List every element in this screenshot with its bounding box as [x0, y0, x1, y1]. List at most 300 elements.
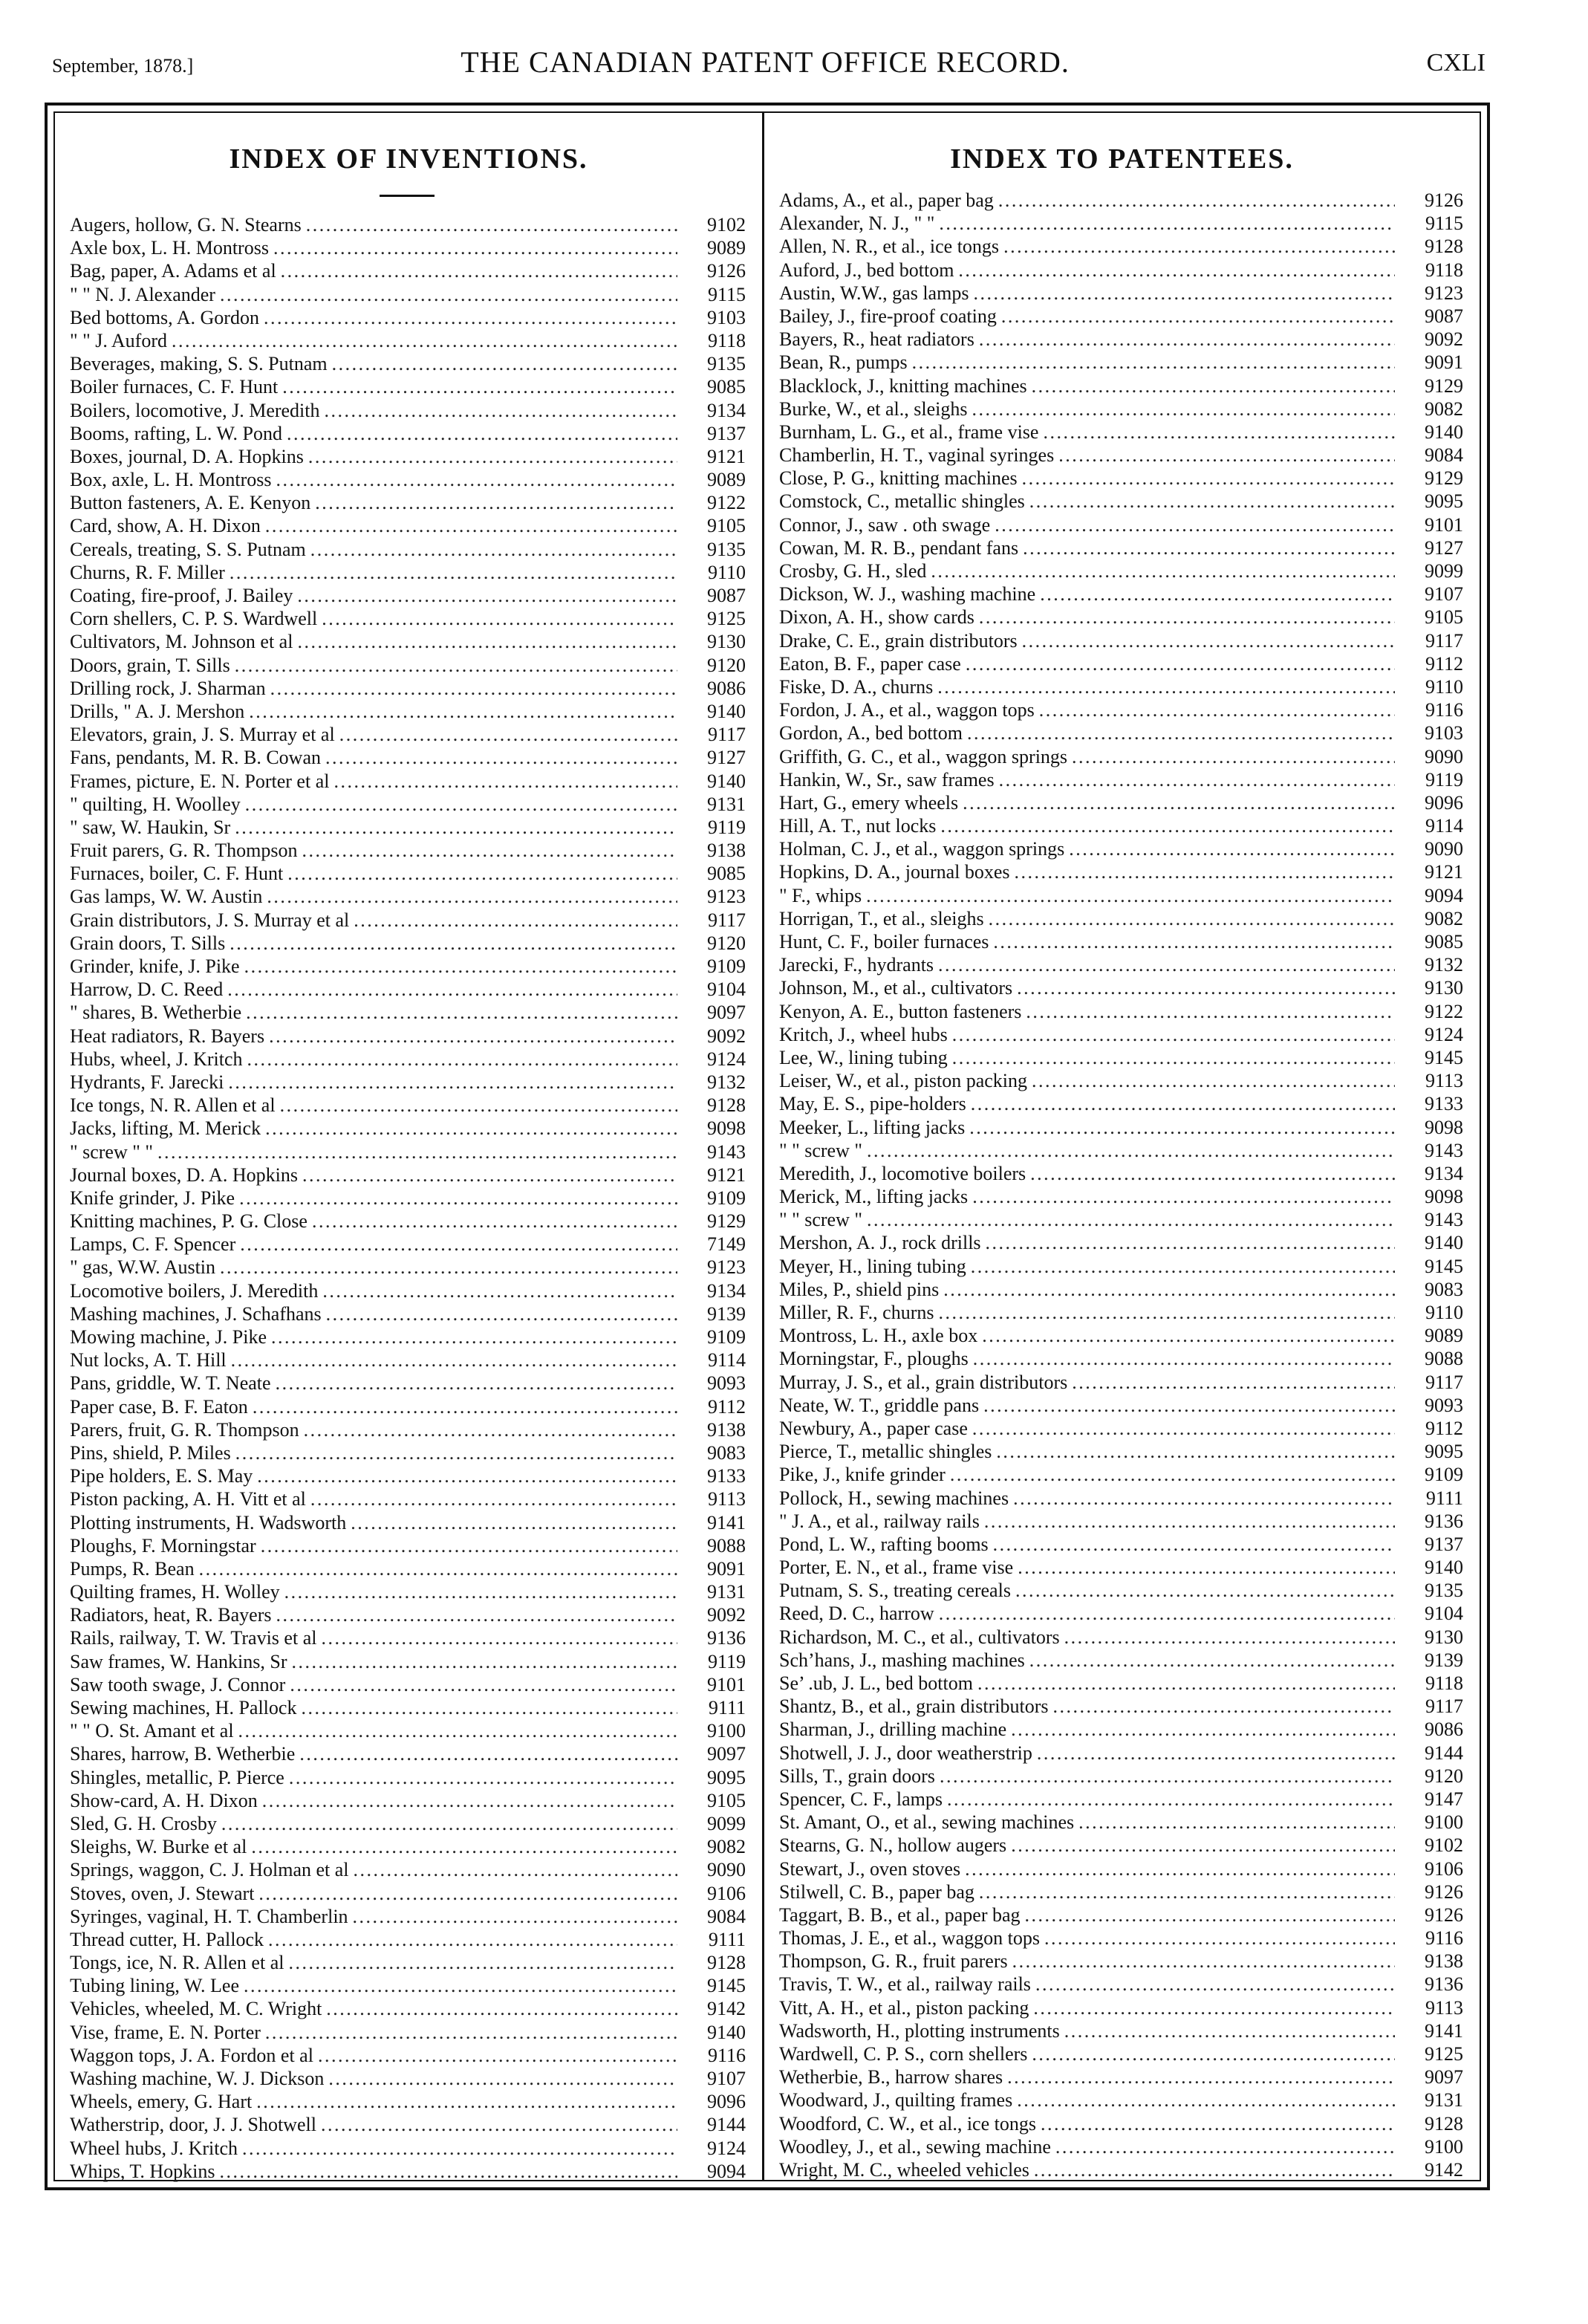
patent-number: 9104	[1425, 1603, 1463, 1625]
entry-text: Fiske, D. A., churns	[779, 675, 934, 698]
entry-text: Boxes, journal, D. A. Hopkins	[70, 445, 304, 467]
entry-text: Boilers, locomotive, J. Meredith	[70, 399, 320, 421]
dot-leader	[280, 1094, 677, 1117]
index-entry	[70, 1372, 746, 1395]
entry-text: Porter, E. N., et al., frame vise	[779, 1557, 1014, 1579]
patent-number: 9090	[1425, 838, 1463, 860]
index-entry	[779, 1000, 1463, 1023]
dot-leader	[306, 213, 677, 236]
index-entry	[70, 283, 746, 306]
entry-text: Adams, A., et al., paper bag	[779, 189, 994, 211]
entry-text: " screw " "	[70, 1140, 153, 1163]
entry-text: Austin, W.W., gas lamps	[779, 282, 969, 304]
dot-leader	[238, 1719, 677, 1742]
index-entry	[779, 305, 1463, 328]
entry-text: " J. A., et al., railway rails	[779, 1510, 980, 1532]
patent-number: 9139	[707, 1302, 746, 1325]
patentees-list	[779, 189, 1463, 2181]
index-entry	[779, 2019, 1463, 2042]
patent-number: 9109	[707, 955, 746, 977]
patent-number: 9133	[1425, 1093, 1463, 1115]
index-entry	[779, 1672, 1463, 1695]
index-entry	[779, 1602, 1463, 1625]
index-entry	[779, 1278, 1463, 1301]
patent-number: 9096	[1425, 791, 1463, 814]
index-entry	[779, 1510, 1463, 1533]
entry-text: Piston packing, A. H. Vitt et al	[70, 1488, 306, 1510]
index-entry	[779, 1139, 1463, 1162]
dot-leader	[302, 1163, 677, 1187]
entry-text: Pollock, H., sewing machines	[779, 1487, 1009, 1509]
entry-text: Doors, grain, T. Sills	[70, 654, 230, 676]
patent-number: 9094	[1425, 884, 1463, 906]
entry-text: Morningstar, F., ploughs	[779, 1348, 969, 1370]
dot-leader	[1055, 2135, 1395, 2158]
patent-number: 9121	[707, 1163, 746, 1186]
index-entry	[70, 1997, 746, 2020]
dot-leader	[912, 351, 1395, 374]
dot-leader	[1015, 1579, 1395, 1602]
patent-number: 9111	[1425, 1487, 1463, 1509]
dot-leader	[1023, 536, 1395, 559]
entry-text: Stewart, J., oven stoves	[779, 1857, 961, 1880]
entry-text: Montross, L. H., axle box	[779, 1325, 978, 1347]
entry-text: Sewing machines, H. Pallock	[70, 1697, 297, 1718]
index-entry	[779, 1695, 1463, 1718]
index-entry	[70, 862, 746, 885]
patent-number: 9083	[1425, 1278, 1463, 1300]
patent-number: 9143	[707, 1140, 746, 1163]
dot-leader	[220, 283, 677, 306]
patent-number: 9089	[1425, 1325, 1463, 1347]
entry-text: Drilling rock, J. Sharman	[70, 677, 266, 699]
dot-leader	[1007, 2065, 1395, 2088]
index-entry	[779, 351, 1463, 374]
entry-text: Woodford, C. W., et al., ice tongs	[779, 2112, 1036, 2135]
dot-leader	[284, 1580, 677, 1603]
patent-number: 9109	[707, 1187, 746, 1209]
entry-text: Hunt, C. F., boiler furnaces	[779, 931, 989, 952]
index-entry	[779, 976, 1463, 999]
patent-number: 9107	[1425, 583, 1463, 606]
entry-text: Pans, griddle, W. T. Neate	[70, 1372, 271, 1395]
index-entry	[70, 1580, 746, 1603]
dot-leader	[971, 1092, 1395, 1115]
patent-number: 9083	[707, 1441, 746, 1464]
dot-leader	[157, 1140, 677, 1163]
index-entry	[70, 816, 746, 839]
entry-text: Wetherbie, B., harrow shares	[779, 2066, 1003, 2088]
dot-leader	[326, 1302, 677, 1325]
entry-text: Johnson, M., et al., cultivators	[779, 977, 1013, 999]
patent-number: 9145	[707, 1975, 746, 1997]
dot-leader	[952, 1046, 1395, 1069]
patent-number: 9138	[707, 840, 746, 862]
dot-leader	[986, 1231, 1395, 1254]
patent-number: 9143	[1425, 1139, 1463, 1161]
entry-text: Beverages, making, S. S. Putnam	[70, 353, 328, 375]
index-entry	[70, 1487, 746, 1510]
entry-text: Box, axle, L. H. Montross	[70, 469, 272, 491]
index-entry	[779, 1417, 1463, 1440]
patent-number: 9123	[1425, 282, 1463, 304]
index-entry	[779, 1880, 1463, 1903]
entry-text: Dixon, A. H., show cards	[779, 606, 974, 629]
patent-number: 9093	[1425, 1394, 1463, 1416]
index-entry	[779, 189, 1463, 212]
patent-number: 9097	[707, 1743, 746, 1765]
entry-text: Knife grinder, J. Pike	[70, 1187, 235, 1209]
patent-number: 9092	[707, 1604, 746, 1626]
entry-text: Ploughs, F. Morningstar	[70, 1534, 256, 1557]
entry-text: Hubs, wheel, J. Kritch	[70, 1048, 243, 1070]
dot-leader	[939, 1602, 1395, 1625]
index-entry	[779, 953, 1463, 976]
dot-leader	[971, 1255, 1395, 1278]
dot-leader	[993, 1533, 1395, 1556]
patent-number: 9114	[1425, 815, 1463, 837]
patent-number: 9089	[707, 237, 746, 259]
entry-text: Axle box, L. H. Montross	[70, 237, 269, 259]
dot-leader	[1034, 2158, 1395, 2181]
patent-number: 9089	[707, 469, 746, 491]
patent-number: 9105	[1425, 606, 1463, 629]
dot-leader	[249, 700, 677, 723]
entry-text: Booms, rafting, L. W. Pond	[70, 422, 283, 444]
entry-text: Elevators, grain, J. S. Murray et al	[70, 724, 335, 746]
dot-leader	[235, 816, 677, 839]
dot-leader	[983, 1394, 1395, 1417]
index-entry	[70, 422, 746, 445]
index-entry	[779, 1324, 1463, 1347]
patent-number: 9113	[1425, 1070, 1463, 1092]
patent-number: 9092	[707, 1025, 746, 1047]
dot-leader	[1064, 1626, 1395, 1649]
entry-text: Burnham, L. G., et al., frame vise	[779, 421, 1039, 443]
dot-leader	[972, 1417, 1395, 1440]
index-entry	[779, 745, 1463, 768]
entry-text: Radiators, heat, R. Bayers	[70, 1604, 272, 1626]
entry-text: Grain doors, T. Sills	[70, 932, 226, 954]
entry-text: Sills, T., grain doors	[779, 1765, 935, 1787]
dot-leader	[299, 1742, 677, 1765]
index-entry	[70, 1256, 746, 1279]
entry-text: Thompson, G. R., fruit parers	[779, 1950, 1008, 1973]
patent-number: 9129	[707, 1210, 746, 1233]
index-entry	[70, 259, 746, 282]
index-entry	[70, 1302, 746, 1325]
index-entry	[779, 1440, 1463, 1463]
index-entry	[70, 770, 746, 793]
index-entry	[779, 421, 1463, 444]
patent-number: 9144	[707, 2114, 746, 2136]
dot-leader	[973, 1347, 1395, 1370]
entry-text: Harrow, D. C. Reed	[70, 978, 224, 1001]
dot-leader	[938, 1301, 1395, 1324]
dot-leader	[310, 538, 677, 561]
dot-leader	[315, 491, 677, 514]
dot-leader	[979, 1880, 1395, 1903]
index-entry	[70, 1766, 746, 1789]
entry-text: Knitting machines, P. G. Close	[70, 1210, 307, 1233]
patent-number: 9132	[707, 1071, 746, 1093]
entry-text: Bag, paper, A. Adams et al	[70, 260, 276, 282]
index-entry	[70, 1951, 746, 1974]
dot-leader	[1039, 698, 1395, 721]
entry-text: Eaton, B. F., paper case	[779, 652, 961, 675]
index-entry	[70, 445, 746, 468]
index-entry	[779, 1394, 1463, 1417]
patent-number: 9141	[707, 1511, 746, 1533]
dot-leader	[1040, 582, 1395, 606]
index-entry	[70, 236, 746, 259]
index-entry	[779, 467, 1463, 490]
entry-text: Jarecki, F., hydrants	[779, 954, 934, 976]
entry-text: " " N. J. Alexander	[70, 283, 215, 305]
entry-text: Wardwell, C. P. S., corn shellers	[779, 2043, 1028, 2065]
index-entry	[779, 1718, 1463, 1741]
patent-number: 9135	[707, 353, 746, 375]
patent-number: 9117	[1425, 1371, 1463, 1393]
patent-number: 9122	[1425, 1000, 1463, 1022]
index-entry	[779, 1092, 1463, 1115]
dot-leader	[972, 1185, 1395, 1208]
index-entry	[70, 375, 746, 398]
patent-number: 9111	[708, 1697, 746, 1718]
entry-text: Meyer, H., lining tubing	[779, 1255, 966, 1277]
patent-number: 9147	[1425, 1788, 1463, 1810]
entry-text: Close, P. G., knitting machines	[779, 467, 1018, 490]
entry-text: Allen, N. R., et al., ice tongs	[779, 236, 1000, 258]
index-entry	[70, 1233, 746, 1256]
dot-leader	[1072, 1371, 1395, 1394]
index-entry	[70, 1464, 746, 1487]
entry-text: Wright, M. C., wheeled vehicles	[779, 2158, 1029, 2181]
patent-number: 9095	[1425, 1441, 1463, 1463]
index-entry	[70, 700, 746, 723]
patent-number: 9126	[707, 260, 746, 282]
index-entry	[779, 1811, 1463, 1834]
dot-leader	[308, 445, 677, 468]
patent-number: 9112	[707, 1395, 746, 1418]
index-entry	[779, 1046, 1463, 1069]
dot-leader	[235, 654, 677, 677]
dot-leader	[973, 282, 1395, 305]
entry-text: " " screw "	[779, 1139, 862, 1161]
patent-number: 9096	[707, 2091, 746, 2113]
index-entry	[70, 2113, 746, 2136]
dot-leader	[231, 1348, 677, 1372]
patent-number: 9116	[707, 2044, 746, 2066]
patent-number: 9140	[707, 770, 746, 792]
entry-text: Drake, C. E., grain distributors	[779, 629, 1018, 652]
index-entry	[70, 1882, 746, 1905]
entry-text: Shotwell, J. J., door weatherstrip	[779, 1742, 1032, 1764]
index-entry	[779, 721, 1463, 744]
dot-leader	[1001, 305, 1395, 328]
patent-number: 9118	[707, 329, 746, 351]
entry-text: Burke, W., et al., sleighs	[779, 397, 968, 420]
entry-text: Kenyon, A. E., button fasteners	[779, 1000, 1022, 1022]
index-entry	[779, 1950, 1463, 1973]
entry-text: Se’ .ub, J. L., bed bottom	[779, 1672, 973, 1694]
dot-leader	[965, 1857, 1395, 1880]
entry-text: Washing machine, W. J. Dickson	[70, 2068, 325, 2089]
index-entry	[779, 675, 1463, 698]
index-entry	[779, 791, 1463, 814]
patent-number: 9127	[1425, 536, 1463, 559]
dot-leader	[967, 721, 1395, 744]
dot-leader	[302, 839, 677, 862]
patent-number: 9116	[1425, 699, 1463, 721]
index-entry	[70, 1557, 746, 1580]
patent-number: 9139	[1425, 1649, 1463, 1671]
entry-text: Tubing lining, W. Lee	[70, 1975, 240, 1997]
dot-leader	[301, 1696, 677, 1719]
index-entry	[779, 2065, 1463, 2088]
patent-number: 9137	[1425, 1533, 1463, 1555]
patent-number: 9134	[1425, 1162, 1463, 1184]
index-frame	[45, 103, 1490, 2190]
index-entry	[779, 374, 1463, 397]
entry-text: Bailey, J., fire-proof coating	[779, 305, 997, 327]
entry-text: Drills, " A. J. Mershon	[70, 700, 245, 722]
entry-text: Neate, W. T., griddle pans	[779, 1394, 980, 1416]
patent-number: 9109	[707, 1326, 746, 1348]
entry-text: Bayers, R., heat radiators	[779, 328, 974, 351]
index-entry	[70, 677, 746, 700]
inventions-column	[55, 113, 762, 2180]
patent-number: 9117	[707, 724, 746, 746]
entry-text: Rails, railway, T. W. Travis et al	[70, 1627, 317, 1649]
patent-number: 9087	[1425, 305, 1463, 327]
entry-text: Lamps, C. F. Spencer	[70, 1233, 236, 1256]
entry-text: Crosby, G. H., sled	[779, 560, 927, 582]
index-entry	[70, 932, 746, 955]
index-entry	[70, 1696, 746, 1719]
patent-number: 9115	[707, 283, 746, 305]
patent-number: 9103	[1425, 722, 1463, 744]
patent-number: 9088	[707, 1534, 746, 1557]
entry-text: Wheels, emery, G. Hart	[70, 2091, 253, 2113]
index-entry	[70, 584, 746, 607]
dot-leader	[1078, 1811, 1395, 1834]
dot-leader	[940, 1765, 1395, 1788]
entry-text: Coating, fire-proof, J. Bailey	[70, 585, 293, 606]
index-entry	[779, 282, 1463, 305]
index-entry	[779, 490, 1463, 513]
dot-leader	[235, 1441, 677, 1464]
dot-leader	[322, 1279, 677, 1302]
index-entry	[70, 1534, 746, 1557]
entry-text: Newbury, A., paper case	[779, 1417, 968, 1439]
entry-text: Travis, T. W., et al., railway rails	[779, 1973, 1031, 1996]
patent-number: 9101	[707, 1673, 746, 1695]
index-entry	[70, 1441, 746, 1464]
patent-number: 9140	[707, 700, 746, 722]
patent-number: 9103	[707, 306, 746, 328]
index-entry	[70, 1395, 746, 1418]
entry-text: Griffith, G. C., et al., waggon springs	[779, 745, 1068, 767]
dot-leader	[1032, 1069, 1395, 1092]
patent-number: 9140	[1425, 1232, 1463, 1254]
patent-number: 9110	[707, 561, 746, 583]
patent-number: 9118	[1425, 259, 1463, 281]
index-entry	[70, 1163, 746, 1187]
patent-number: 9140	[707, 2021, 746, 2043]
dot-leader	[354, 1858, 677, 1881]
entry-text: Syringes, vaginal, H. T. Chamberlin	[70, 1905, 348, 1927]
entry-text: Pike, J., knife grinder	[779, 1464, 946, 1486]
dot-leader	[325, 399, 677, 422]
index-entry	[70, 1094, 746, 1117]
dot-leader	[1037, 1742, 1395, 1765]
patent-number: 9113	[1425, 1996, 1463, 2019]
dot-leader	[271, 1325, 677, 1348]
patent-number: 9140	[1425, 421, 1463, 443]
patent-number: 9120	[1425, 1765, 1463, 1787]
dot-leader	[321, 2113, 677, 2136]
entry-text: May, E. S., pipe-holders	[779, 1093, 966, 1115]
entry-text: Vitt, A. H., et al., piston packing	[779, 1996, 1029, 2019]
entry-text: Spencer, C. F., lamps	[779, 1788, 943, 1810]
dot-leader	[963, 791, 1395, 814]
dot-leader	[245, 793, 677, 816]
entry-text: Ice tongs, N. R. Allen et al	[70, 1094, 276, 1117]
entry-text: Whips, T. Hopkins	[70, 2160, 215, 2182]
entry-text: Springs, waggon, C. J. Holman et al	[70, 1859, 349, 1881]
patent-number: 9119	[707, 816, 746, 838]
patent-number: 9135	[707, 538, 746, 560]
index-entry	[70, 1789, 746, 1812]
patent-number: 9099	[1425, 560, 1463, 582]
index-entry	[779, 1765, 1463, 1788]
entry-text: Reed, D. C., harrow	[779, 1603, 934, 1625]
dot-leader	[1026, 1000, 1395, 1023]
dot-leader	[240, 1233, 677, 1256]
entry-text: Fans, pendants, M. R. B. Cowan	[70, 747, 321, 769]
entry-text: Bean, R., pumps	[779, 351, 908, 374]
dot-leader	[993, 930, 1395, 953]
index-entry	[70, 1279, 746, 1302]
inventions-list	[70, 213, 746, 2183]
patent-number: 9125	[1425, 2043, 1463, 2065]
patent-number: 9137	[707, 422, 746, 444]
patent-number: 9116	[1425, 1927, 1463, 1950]
patent-number: 9118	[1425, 1672, 1463, 1694]
dot-leader	[931, 559, 1395, 582]
dot-leader	[261, 1534, 677, 1557]
dot-leader	[867, 1208, 1395, 1231]
index-entry	[70, 1025, 746, 1048]
patent-number: 9117	[1425, 1695, 1463, 1718]
dot-leader	[268, 1928, 677, 1951]
patent-number: 9097	[1425, 2066, 1463, 2088]
dot-leader	[265, 2021, 677, 2044]
dot-leader	[1041, 2112, 1395, 2135]
patent-number: 9094	[707, 2160, 746, 2182]
dot-leader	[328, 2067, 677, 2090]
patent-number: 9120	[707, 654, 746, 676]
index-entry	[779, 582, 1463, 606]
entry-text: Waggon tops, J. A. Fordon et al	[70, 2044, 313, 2066]
index-entry	[70, 2090, 746, 2113]
dot-leader	[326, 1997, 677, 2020]
index-entry	[70, 1187, 746, 1210]
dot-leader	[253, 1395, 677, 1418]
patentees-column	[764, 113, 1480, 2180]
entry-text: Wadsworth, H., plotting instruments	[779, 2019, 1060, 2042]
